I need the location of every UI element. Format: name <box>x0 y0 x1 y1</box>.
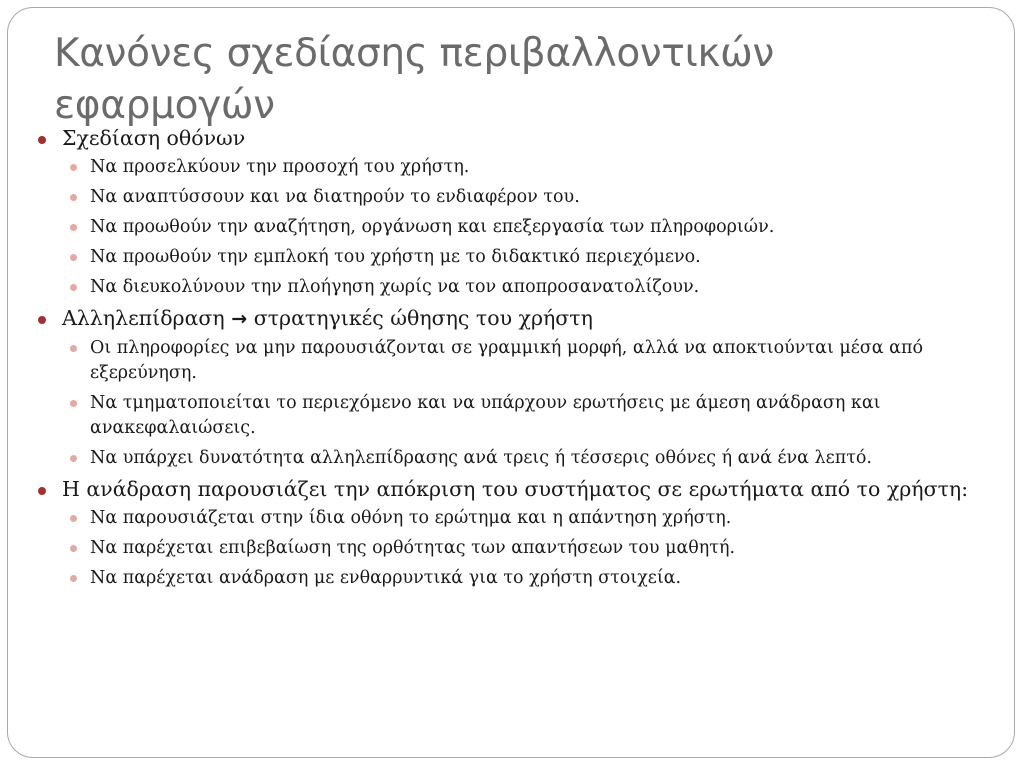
sub-bullet-text: Να παρέχεται ανάδραση με ενθαρρυντικά για το χρήστη στοιχεία. <box>90 568 682 588</box>
sub-bullet-icon <box>70 575 77 582</box>
bullet-text: Σχεδίαση οθόνων <box>62 126 246 150</box>
sub-bullet-item <box>62 391 990 441</box>
bullet-feedback <box>30 476 990 591</box>
sub-bullet-text: Να υπάρχει δυνατότητα αλληλεπίδρασης ανά τρεις ή τέσσερις οθόνες ή ανά ένα λεπτό. <box>90 448 872 468</box>
slide-content <box>30 125 990 596</box>
sub-bullet-item <box>62 275 990 300</box>
sub-bullet-text: Οι πληροφορίες να μην παρουσιάζονται σε γραμμική μορφή, αλλά να αποκτιούνται μέσα από εξερεύνηση. <box>90 338 923 383</box>
sub-bullet-text: Να προωθούν την εμπλοκή του χρήστη με το διδακτικό περιεχόμενο. <box>90 247 701 267</box>
sub-bullet-text: Να αναπτύσσουν και να διατηρούν το ενδιαφέρον του. <box>90 187 580 207</box>
bullet-interaction <box>30 305 990 471</box>
bullet-text: Η ανάδραση παρουσιάζει την απόκριση του συστήματος σε ερωτήματα από το χρήστη: <box>62 477 969 501</box>
slide-frame <box>7 7 1015 758</box>
sub-bullet-icon <box>70 515 77 522</box>
sub-bullet-text: Να διευκολύνουν την πλοήγηση χωρίς να τον αποπροσανατολίζουν. <box>90 277 700 297</box>
arrow-right-icon: → <box>231 308 248 330</box>
bullet-icon <box>38 316 46 324</box>
sub-bullet-item <box>62 215 990 240</box>
sub-bullet-icon <box>70 545 77 552</box>
sub-bullet-text: Να τμηματοποιείται το περιεχόμενο και να υπάρχουν ερωτήσεις με άμεση ανάδραση και ανακεφαλαιώσεις. <box>90 393 881 438</box>
sub-bullet-list <box>62 336 990 471</box>
sub-bullet-text: Να παρέχεται επιβεβαίωση της ορθότητας των απαντήσεων του μαθητή. <box>90 538 736 558</box>
sub-bullet-icon <box>70 400 77 407</box>
sub-bullet-item <box>62 536 990 561</box>
sub-bullet-icon <box>70 345 77 352</box>
sub-bullet-text: Να προσελκύουν την προσοχή του χρήστη. <box>90 157 470 177</box>
sub-bullet-item <box>62 185 990 210</box>
sub-bullet-item <box>62 155 990 180</box>
sub-bullet-list <box>62 506 990 591</box>
bullet-icon <box>38 487 46 495</box>
sub-bullet-icon <box>70 194 77 201</box>
sub-bullet-icon <box>70 284 77 291</box>
bullet-text-before-arrow: Αλληλεπίδραση <box>62 306 225 330</box>
bullet-screen-design <box>30 125 990 300</box>
sub-bullet-icon <box>70 224 77 231</box>
sub-bullet-item <box>62 336 990 386</box>
sub-bullet-item <box>62 245 990 270</box>
sub-bullet-list <box>62 155 990 300</box>
sub-bullet-text: Να προωθούν την αναζήτηση, οργάνωση και επεξεργασία των πληροφοριών. <box>90 217 775 237</box>
bullet-text-after-arrow: στρατηγικές ώθησης του χρήστη <box>253 306 593 330</box>
bullet-list <box>30 125 990 591</box>
sub-bullet-icon <box>70 164 77 171</box>
sub-bullet-item <box>62 506 990 531</box>
bullet-icon <box>38 136 46 144</box>
slide-title: Κανόνες σχεδίασης περιβαλλοντικών εφαρμογών <box>54 31 775 128</box>
sub-bullet-item <box>62 566 990 591</box>
sub-bullet-item <box>62 446 990 471</box>
sub-bullet-icon <box>70 254 77 261</box>
sub-bullet-text: Να παρουσιάζεται στην ίδια οθόνη το ερώτημα και η απάντηση χρήστη. <box>90 508 732 528</box>
sub-bullet-icon <box>70 455 77 462</box>
